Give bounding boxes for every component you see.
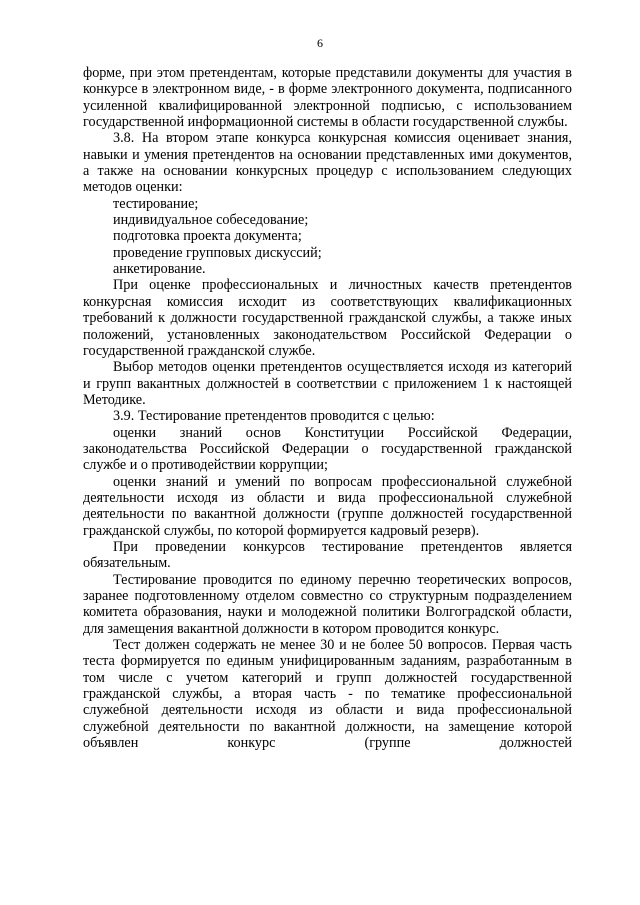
list-item-testing-goal: оценки знаний основ Конституции Российской Федерации, законодательства Российской Федерации о государственной гражданской службе и о противодействии коррупции;	[83, 424, 572, 474]
paragraph-method-choice: Выбор методов оценки претендентов осуществляется исходя из категорий и групп вакантных должностей в соответствии с приложением 1 к настоящей Методике.	[83, 359, 572, 408]
list-item-method: анкетирование.	[113, 261, 206, 278]
paragraph-3-8: 3.8. На втором этапе конкурса конкурсная комиссия оценивает знания, навыки и умения претендентов на основании представленных ими документов, а также на основании конкурсных процедур с использованием следующих методов оценки:	[83, 130, 572, 196]
list-item-method: подготовка проекта документа;	[113, 228, 302, 245]
document-body	[83, 65, 572, 751]
paragraph-mandatory: При проведении конкурсов тестирование претендентов является обязательным.	[83, 538, 572, 572]
paragraph-question-list: Тестирование проводится по единому перечню теоретических вопросов, заранее подготовленному отделом совместно со структурным подразделением комитета образования, науки и молодежной политики Волгоградской области, для замещения вакантной должности в котором проводится конкурс.	[83, 571, 572, 637]
list-item-method: индивидуальное собеседование;	[113, 212, 309, 229]
list-item-method: проведение групповых дискуссий;	[113, 244, 322, 261]
paragraph-test-structure: Тест должен содержать не менее 30 и не более 50 вопросов. Первая часть теста формируется по единым унифицированным заданиям, разработанным в том числе с учетом категорий и групп должностей государственной гражданской службы, а вторая часть - по тематике профессиональной служебной деятельности исходя из области и вида профессиональной служебной деятельности по вакантной должности, на замещение которой объявлен конкурс (группе должностей	[83, 637, 572, 752]
page-number: 6	[317, 36, 323, 50]
list-item-method: тестирование;	[113, 195, 199, 212]
paragraph-3-9: 3.9. Тестирование претендентов проводится с целью:	[113, 408, 435, 425]
paragraph-continuation: форме, при этом претендентам, которые представили документы для участия в конкурсе в электронном виде, - в форме электронного документа, подписанного усиленной квалифицированной электронной подписью, с использованием государственной информационной системы в области государственной службы.	[83, 65, 572, 131]
list-item-testing-goal: оценки знаний и умений по вопросам профессиональной служебной деятельности исходя из области и вида профессиональной служебной деятельности по вакантной должности (группе должностей государственной гражданской службы, по которой формируется кадровый резерв).	[83, 473, 572, 539]
paragraph-assessment: При оценке профессиональных и личностных качеств претендентов конкурсная комиссия исходит из соответствующих квалификационных требований к должности государственной гражданской службы, а также иных положений, установленных законодательством Российской Федерации о государственной гражданской службе.	[83, 277, 572, 359]
